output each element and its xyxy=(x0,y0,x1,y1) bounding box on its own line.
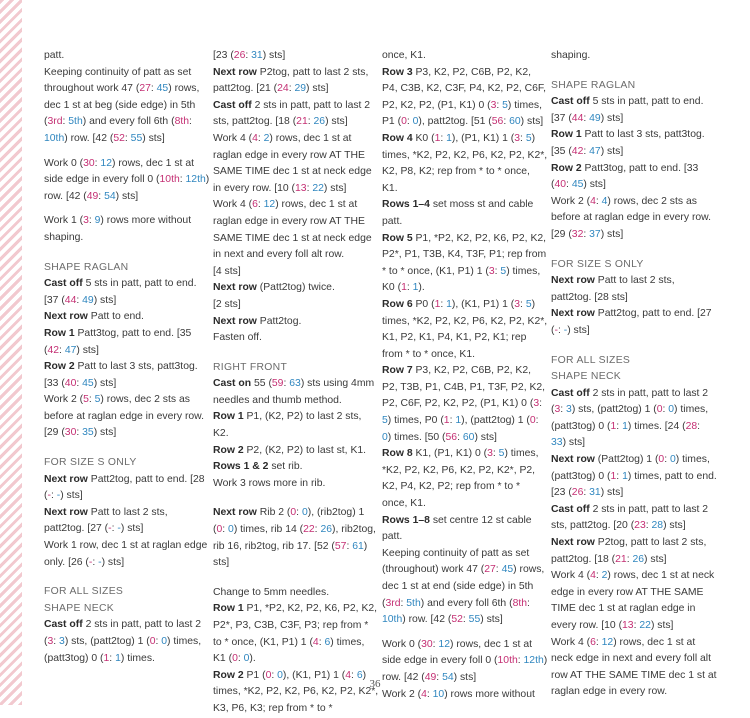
paragraph: Row 1 Patt3tog, patt to end. [35 (42: 47) sts] xyxy=(44,327,192,356)
column-2 xyxy=(213,48,379,718)
paragraph: Rows 1–4 set moss st and cable patt. xyxy=(382,199,534,227)
section-heading: FOR ALL SIZES xyxy=(44,586,124,598)
paragraph: Keeping continuity of patt as set (throughout) work 47 (27: 45) rows, dec 1 st at end (side edge) in 5th (3rd: 5th) and every foll 6th (8th: 10th) row. [42 (52: 55) sts] xyxy=(382,547,545,626)
paragraph: Row 4 K0 (1: 1), (P1, K1) 1 (3: 5) times, *K2, P2, K2, P6, K2, P2, K2*, K2, P8, K2; rep from * to * once, K1. xyxy=(382,132,548,194)
section-heading: FOR ALL SIZES xyxy=(551,354,631,366)
section-heading: SHAPE RAGLAN xyxy=(44,261,129,273)
page-number: 36 xyxy=(369,678,381,690)
paragraph: Row 2 P1 (0: 0), (K1, P1) 1 (4: 6) times, *K2, P2, K2, P6, K2, P2, K2*, K3, P6, K3; rep from * to * xyxy=(213,669,379,714)
paragraph: Work 4 (6: 12) rows, dec 1 st at raglan edge in every row AT THE SAME TIME dec 1 st at neck edge in next and every foll alt row. xyxy=(213,199,372,261)
paragraph: Work 4 (4: 2) rows, dec 1 st at neck edge in every row AT THE SAME TIME dec 1 st at raglan edge in every row. [10 (13: 22) sts] xyxy=(551,570,715,631)
paragraph: once, K1. xyxy=(382,50,426,61)
paragraph: Cast off 2 sts in patt, patt to last 2 (3: 3) sts, (patt2tog) 1 (0: 0) times, (patt3tog) 0 (1: 1) times. xyxy=(44,619,202,664)
section-heading: SHAPE NECK xyxy=(551,371,621,383)
paragraph: Next row P2tog, patt to last 2 sts, patt2tog. [21 (24: 29) sts] xyxy=(213,66,369,95)
paragraph: Next row Patt to last 2 sts, patt2tog. [28 sts] xyxy=(551,275,675,303)
paragraph: Next row (Patt2tog) twice. xyxy=(213,282,335,294)
paragraph: Work 2 (4: 4) rows, dec 2 sts as before at raglan edge in every row. [29 (32: 37) sts] xyxy=(551,195,711,240)
paragraph: Cast off 5 sts in patt, patt to end. [37 (44: 49) sts] xyxy=(551,96,704,124)
paragraph: Next row Patt2tog, patt to end. [27 (-: -) sts] xyxy=(551,308,712,336)
paragraph: Next row P2tog, patt to last 2 sts, patt2tog. [18 (21: 26) sts] xyxy=(551,537,707,565)
paragraph: [23 (26: 31) sts] xyxy=(213,50,286,61)
paragraph: Work 4 (4: 2) rows, dec 1 st at raglan edge in every row AT THE SAME TIME dec 1 st at neck edge in every row. [10 (13: 22) sts] xyxy=(213,132,372,194)
paragraph: Work 1 row, dec 1 st at raglan edge only. [26 (-: -) sts] xyxy=(44,540,208,568)
paragraph: Cast on 55 (59: 63) sts using 4mm needles and thumb method. xyxy=(213,378,375,406)
paragraph: patt. xyxy=(44,50,65,61)
paragraph: Next row Patt2tog. xyxy=(213,315,302,327)
paragraph: Next row Patt to end. xyxy=(44,311,144,323)
paragraph: Fasten off. xyxy=(213,332,262,344)
paragraph: Next row Rib 2 (0: 0), (rib2tog) 1 (0: 0) times, rib 14 (22: 26), rib2tog, rib 16, rib2tog, rib 17. [52 (57: 61) sts] xyxy=(213,507,376,569)
paragraph: Row 1 Patt to last 3 sts, patt3tog. [35 (42: 47) sts] xyxy=(551,129,705,157)
column-3 xyxy=(382,48,548,703)
paragraph: Work 3 rows more in rib. xyxy=(213,477,326,489)
paragraph: Cast off 2 sts in patt, patt to last 2 sts, patt2tog. [20 (23: 28) sts] xyxy=(551,503,709,532)
section-heading: SHAPE NECK xyxy=(44,602,114,614)
paragraph: Row 1 P1, *P2, K2, P2, K6, P2, K2, P2*, P3, C3B, C3F, P3; rep from * to * once, (K1, P1) 1 (4: 6) times, K1 (0: 0). xyxy=(213,603,378,665)
column-4 xyxy=(551,48,717,701)
paragraph: [2 sts] xyxy=(213,298,241,310)
paragraph: Keeping continuity of patt as set throughout work 47 (27: 45) rows, dec 1 st at beg (side edge) in 5th (3rd: 5th) and every foll 6th (8th: 10th) row. [42 (52: 55) sts] xyxy=(44,66,200,144)
paragraph: Row 2 Patt to last 3 sts, patt3tog. [33 (40: 45) sts] xyxy=(44,361,198,389)
paragraph: Next row (Patt2tog) 1 (0: 0) times, (patt3tog) 0 (1: 1) times, patt to end. [23 (26: 31) sts] xyxy=(551,454,717,499)
paragraph: Work 2 (5: 5) rows, dec 2 sts as before at raglan edge in every row. [29 (30: 35) sts] xyxy=(44,394,204,439)
paragraph: Row 3 P3, K2, P2, C6B, P2, K2, P4, C3B, K2, C3F, P4, K2, P2, C6F, P2, K2, P2, (P1, K1) 0 (3: 5) times, P1 (0: 0), patt2tog. [51 (56: 60) sts] xyxy=(382,66,547,128)
paragraph: shaping. xyxy=(551,50,591,61)
paragraph: Work 0 (30: 12) rows, dec 1 st at side edge in every foll 0 (10th: 12th) row. [42 (49: 54) sts] xyxy=(44,157,210,202)
paragraph: Row 8 K1, (P1, K1) 0 (3: 5) times, *K2, P2, K2, P6, K2, P2, K2*, P2, K2, P4, K2, P2; rep from * to * once, K1. xyxy=(382,448,539,510)
paragraph: Work 4 (6: 12) rows, dec 1 st at neck edge in next and every foll alt row AT THE SAME TIME dec 1 st at raglan edge in every row. xyxy=(551,636,717,698)
paragraph: Row 1 P1, (K2, P2) to last 2 sts, K2. xyxy=(213,411,362,440)
paragraph: Change to 5mm needles. xyxy=(213,586,330,598)
paragraph: Row 2 Patt3tog, patt to end. [33 (40: 45) sts] xyxy=(551,162,699,191)
paragraph: Row 6 P0 (1: 1), (K1, P1) 1 (3: 5) times, *K2, P2, K2, P6, K2, P2, K2*, K1, P2, K1, P4, K1, P2, K1; rep from * to * once, K1. xyxy=(382,298,548,360)
paragraph: Work 0 (30: 12) rows, dec 1 st at side edge in every foll 0 (10th: 12th) row. [42 (49: 54) sts] xyxy=(382,638,548,683)
paragraph: Cast off 2 sts in patt, patt to last 2 (3: 3) sts, (patt2tog) 1 (0: 0) times, (patt3tog) 0 (1: 1) times. [24 (28: 33) sts] xyxy=(551,387,709,449)
section-heading: SHAPE RAGLAN xyxy=(551,79,636,91)
paragraph: Rows 1–8 set centre 12 st cable patt. xyxy=(382,514,532,543)
paragraph: Row 7 P3, K2, P2, C6B, P2, K2, P2, T3B, P1, C4B, P1, T3F, P2, K2, P2, C6F, P2, K2, P2, (P1, K1) 0 (3: 5) times, P0 (1: 1), (patt2tog) 1 (0: 0) times. [50 (56: 60) sts] xyxy=(382,365,546,443)
paragraph: Work 1 (3: 9) rows more without shaping. xyxy=(44,215,192,243)
paragraph: Rows 1 & 2 set rib. xyxy=(213,461,303,473)
section-heading: RIGHT FRONT xyxy=(213,361,288,373)
paragraph: Cast off 2 sts in patt, patt to last 2 sts, patt2tog. [18 (21: 26) sts] xyxy=(213,99,371,128)
paragraph: Row 2 P2, (K2, P2) to last st, K1. xyxy=(213,444,367,456)
paragraph: [4 sts] xyxy=(213,265,241,277)
paragraph: Next row Patt2tog, patt to end. [28 (-: -) sts] xyxy=(44,473,205,502)
paragraph: Work 2 (4: 10) rows more without xyxy=(382,688,535,700)
column-1 xyxy=(44,48,210,667)
section-heading: FOR SIZE S ONLY xyxy=(44,457,137,469)
decorative-stripe-border xyxy=(0,0,22,705)
paragraph: Cast off 5 sts in patt, patt to end. [37 (44: 49) sts] xyxy=(44,278,197,306)
paragraph: Next row Patt to last 2 sts, patt2tog. [27 (-: -) sts] xyxy=(44,506,168,535)
section-heading: FOR SIZE S ONLY xyxy=(551,258,644,270)
paragraph: Row 5 P1, *P2, K2, P2, K6, P2, K2, P2*, P1, T3B, K4, T3F, P1; rep from * to * once, (K1, P1) 1 (3: 5) times, K0 (1: 1). xyxy=(382,232,547,294)
